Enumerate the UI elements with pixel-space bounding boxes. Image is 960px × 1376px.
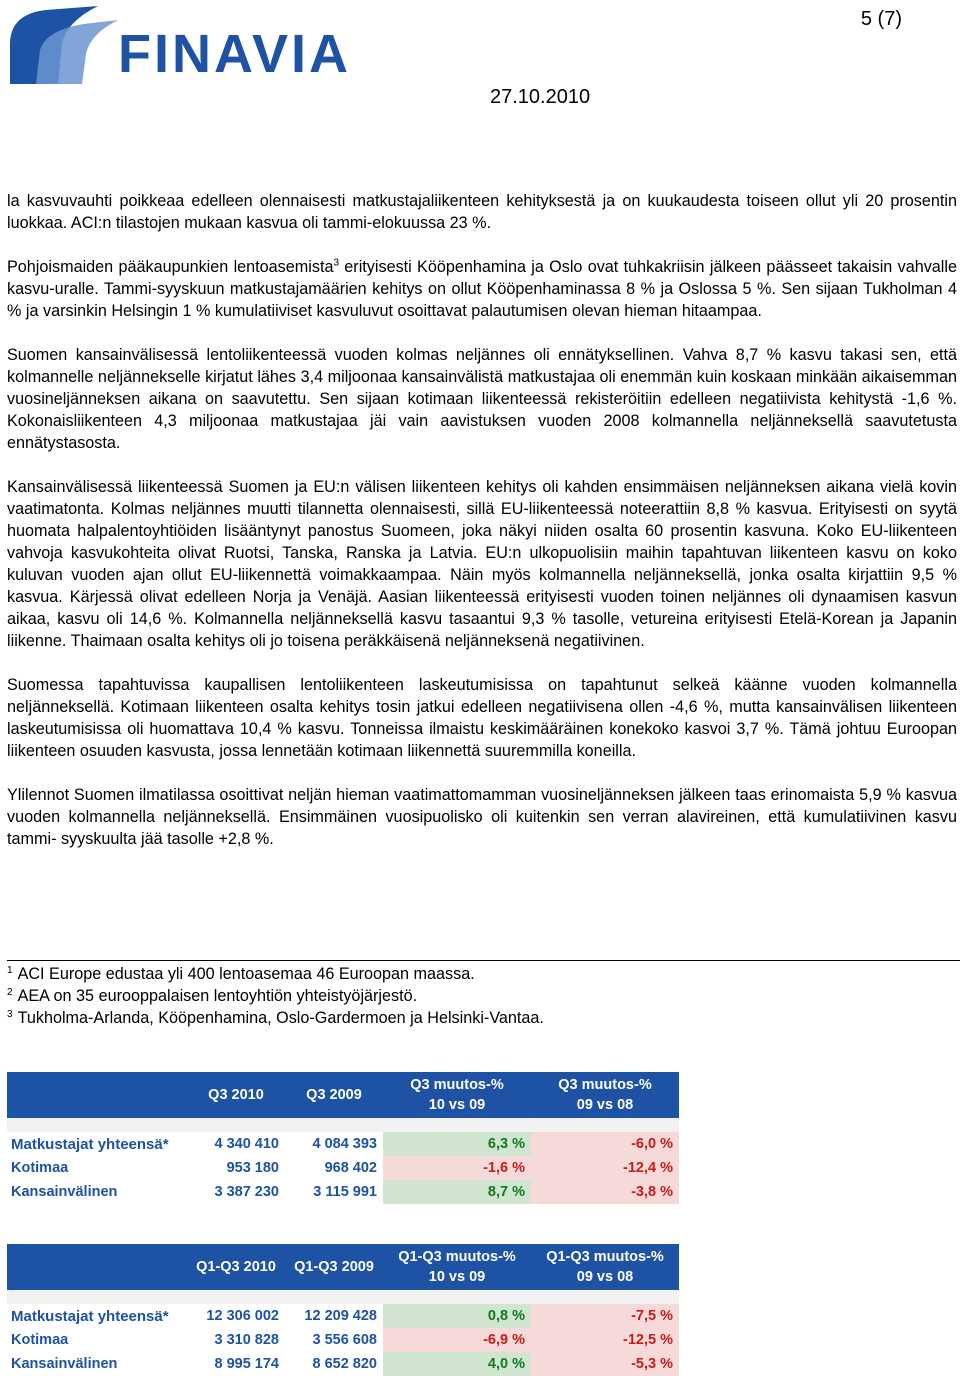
paragraph: Ylilennot Suomen ilmatilassa osoittivat neljän hieman vaatimattomamman vuosineljänneksen jälkeen taas erinomaista 5,9 % kasvua vuoden kolmannella neljänneksellä. Ensimmäinen vuosipuolisko oli kuitenkin sen verran alavireinen, että kumulatiivinen kasvu tammi- syyskuulta jää tasolle +2,8 %. [7,786,957,848]
cell-change: -7,5 % [531,1304,679,1328]
table-header-cell: Q1-Q3 muutos-% 09 vs 08 [531,1244,679,1290]
cell-change: -6,9 % [383,1328,531,1352]
cell-value: 4 340 410 [214,1136,279,1152]
row-label: Kansainvälinen [11,1356,118,1372]
cell-value: 12 306 002 [206,1308,279,1324]
paragraph: la kasvuvauhti poikkeaa edelleen olennaisesti matkustajaliikenteen kehityksestä ja on kuukaudesta toiseen ollut yli 20 prosentin luokkaa. ACI:n tilastojen mukaan kasvua oli tammi-elokuussa 23 %. [7,192,957,232]
footnotes [7,960,960,1029]
cell-change: -6,0 % [531,1132,679,1156]
table-row [7,1304,679,1328]
table-header-row [7,1244,679,1290]
table-header-row [7,1072,679,1118]
logo-mark-icon [10,6,118,84]
cell-change: 0,8 % [383,1304,531,1328]
table-row [7,1328,679,1352]
cell-value: 8 652 820 [312,1356,377,1372]
paragraph: Suomen kansainvälisessä lentoliikenteessä vuoden kolmas neljännes oli ennätyksellinen. Vahva 8,7 % kasvu takasi sen, että kolmannelle neljännekselle kirjatut lähes 3,4 miljoonaa kansainvälistä matkustajaa oli enemmän kuin koskaan minkään aikaisemman vuosineljänneksen aikana on saavutettu. Sen sijaan kotimaan liikenteessä rekisteröitiin edelleen negatiivista kehitystä -1,6 %. Kokonaisliikenteen 4,3 miljoonaa matkustajaa jäi vain aavistuksen vuoden 2008 kolmannella neljänneksellä saavutetusta ennätystasosta. [7,346,957,452]
paragraph: Suomessa tapahtuvissa kaupallisen lentoliikenteen laskeutumisissa on tapahtunut selkeä käänne vuoden kolmannella neljänneksellä. Kotimaan liikenteen osalta kehitys tosin jatkui edelleen negatiivisena ollen -4,6 %, mutta kansainvälisen liikenteen laskeutumisissa oli huomattava 10,4 % kasvu. Tonneissa ilmaistu keskimääräinen konekoko kasvoi 3,7 %. Tämä johtuu Euroopan liikenteen osuuden kasvusta, jossa lennetään kotimaan liikennettä suuremmilla koneilla. [7,676,957,760]
table-row [7,1352,679,1376]
cell-change: -12,5 % [531,1328,679,1352]
cell-change: 8,7 % [383,1180,531,1204]
cell-change: -5,3 % [531,1352,679,1376]
table-header-cell: Q3 muutos-% 10 vs 09 [383,1072,531,1118]
body-text [7,190,957,872]
cell-change: -3,8 % [531,1180,679,1204]
q1-q3-table [7,1244,679,1376]
table-header-cell: Q1-Q3 muutos-% 10 vs 09 [383,1244,531,1290]
cell-change: -12,4 % [531,1156,679,1180]
table-header-cell [7,1244,187,1290]
row-label: Matkustajat yhteensä* [11,1135,169,1153]
table-row [7,1180,679,1204]
cell-change: -1,6 % [383,1156,531,1180]
row-label: Kotimaa [11,1160,69,1176]
document-date: 27.10.2010 [490,86,591,108]
cell-value: 3 310 828 [214,1332,279,1348]
cell-value: 3 556 608 [312,1332,377,1348]
table-header-cell [7,1072,187,1118]
cell-value: 3 387 230 [214,1184,279,1200]
cell-value: 12 209 428 [304,1308,377,1324]
cell-value: 968 402 [324,1160,377,1176]
cell-change: 6,3 % [383,1132,531,1156]
cell-value: 8 995 174 [214,1356,279,1372]
footnote: $^3$ Tukholma-Arlanda, Kööpenhamina, Oslo-Gardermoen ja Helsinki-Vantaa. [7,1008,544,1027]
finavia-logo [6,4,378,88]
paragraph: Pohjoismaiden pääkaupunkien lentoasemista$^3$ erityisesti Kööpenhamina ja Oslo ovat tuhkakriisin jälkeen päässeet takaisin vahvalle kasvu-uralle. Tammi-syyskuun matkustajamäärien kehitys on ollut Kööpenhaminassa 8 % ja Oslossa 5 %. Sen sijaan Tukholman 4 % ja varsinkin Helsingin 1 % kumulatiiviset kasvuluvut osoittavat palautumisen olevan hieman hitaampaa. [7,257,957,320]
cell-value: 3 115 991 [313,1184,377,1200]
row-label: Kotimaa [11,1332,69,1348]
cell-change: 4,0 % [383,1352,531,1376]
table-row [7,1156,679,1180]
passenger-tables [7,1072,679,1376]
table-header-cell: Q1-Q3 2009 [285,1244,383,1290]
row-label: Kansainvälinen [11,1184,118,1200]
table-header-cell: Q3 2009 [285,1072,383,1118]
cell-value: 953 180 [226,1160,279,1176]
table-header-cell: Q3 muutos-% 09 vs 08 [531,1072,679,1118]
footnote: $^2$ AEA on 35 eurooppalaisen lentoyhtiön yhteistyöjärjestö. [7,986,418,1005]
row-label: Matkustajat yhteensä* [11,1307,169,1325]
table-header-cell: Q1-Q3 2010 [187,1244,285,1290]
page-number: 5 (7) [860,8,902,30]
q3-table [7,1072,679,1204]
cell-value: 4 084 393 [312,1136,377,1152]
footnote: $^1$ ACI Europe edustaa yli 400 lentoasemaa 46 Euroopan maassa. [7,964,475,983]
table-header-cell: Q3 2010 [187,1072,285,1118]
logo-wordmark: FINAVIA [118,24,351,84]
footnote-ref: 3 [333,257,340,269]
table-row [7,1132,679,1156]
paragraph: Kansainvälisessä liikenteessä Suomen ja EU:n välisen liikenteen kehitys oli kahden ensimmäisen neljänneksen aikana vielä kovin vaatimatonta. Kolmas neljännes muutti tilannetta olennaisesti, sillä EU-liikenteessä noteerattiin 8,8 % kasvua. Erityisesti on syytä huomata halpalentoyhtiöiden lisääntynyt panostus Suomeen, joka näkyi niiden osalta 60 prosentin kasvuna. Koko EU-liikenteen vahvoja kasvukohteita olivat Ruotsi, Tanska, Ranska ja Latvia. EU:n ulkopuolisiin maihin tapahtuvan liikenteen kasvu on koko kuluvan vuoden ajan ollut EU-liikennettä voimakkaampaa. Näin myös kolmannella neljänneksellä, jonka osalta kirjattiin 9,5 % kasvua. Kärjessä olivat edelleen Norja ja Venäjä. Aasian liikenteessä erityisesti vuoden toinen neljännes oli dynaamisen kasvun aikaa, kasvu oli 14,6 %. Kolmannella neljänneksellä kasvu tasaantui 9,3 % tasolle, vetureina erityisesti Etelä-Korean ja Japanin liikenne. Thaimaan osalta kehitys oli jo toisena peräkkäisenä neljänneksenä negatiivinen. [7,478,957,650]
